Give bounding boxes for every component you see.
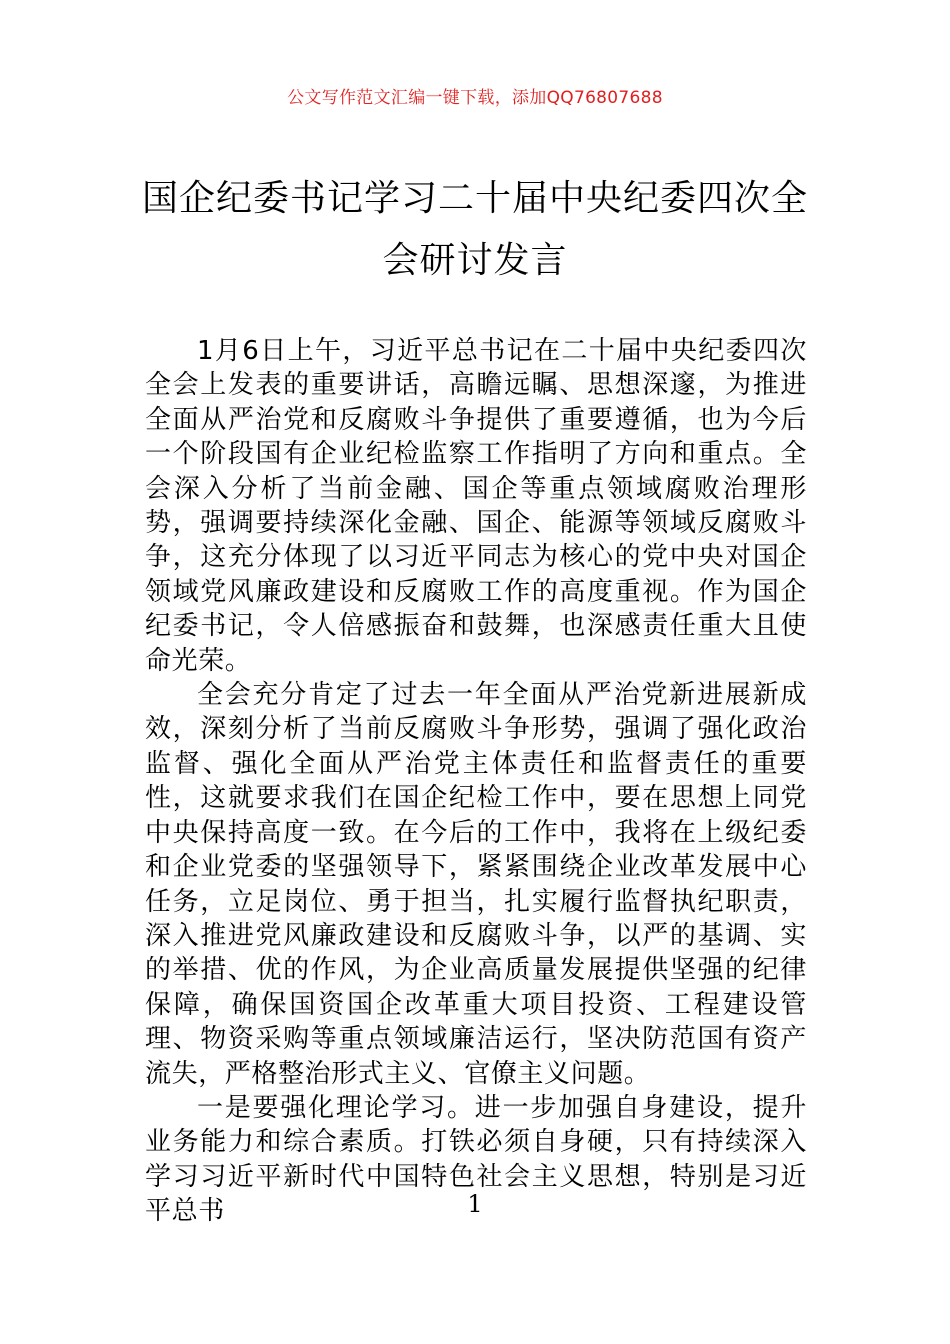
page-number: 1	[467, 1190, 483, 1218]
paragraph-1: 1月6日上午，习近平总书记在二十届中央纪委四次全会上发表的重要讲话，高瞻远瞩、思想深邃，为推进全面从严治党和反腐败斗争提供了重要遵循，也为今后一个阶段国有企业纪检监察工作指明了方向和重点。全会深入分析了当前金融、国企等重点领域腐败治理形势，强调要持续深化金融、国企、能源等领域反腐败斗争，这充分体现了以习近平同志为核心的党中央对国企领域党风廉政建设和反腐败工作的高度重视。作为国企纪委书记，令人倍感振奋和鼓舞，也深感责任重大且使命光荣。	[145, 336, 807, 676]
title-line-2: 会研讨发言	[382, 240, 568, 281]
paragraph-2: 全会充分肯定了过去一年全面从严治党新进展新成效，深刻分析了当前反腐败斗争形势，强调了强化政治监督、强化全面从严治党主体责任和监督责任的重要性，这就要求我们在国企纪检工作中，要在思想上同党中央保持高度一致。在今后的工作中，我将在上级纪委和企业党委的坚强领导下，紧紧围绕企业改革发展中心任务，立足岗位、勇于担当，扎实履行监督执纪职责，深入推进党风廉政建设和反腐败斗争，以严的基调、实的举措、优的作风，为企业高质量发展提供坚强的纪律保障，确保国资国企改革重大项目投资、工程建设管理、物资采购等重点领域廉洁运行，坚决防范国有资产流失，严格整治形式主义、官僚主义问题。	[145, 680, 807, 1089]
document-body	[145, 334, 807, 1229]
download-promo-note: 公文写作范文汇编一键下载，添加QQ76807688	[287, 88, 663, 108]
title-line-1: 国企纪委书记学习二十届中央纪委四次全	[141, 178, 808, 219]
paragraph-3: 一是要强化理论学习。进一步加强自身建设，提升业务能力和综合素质。打铁必须自身硬，只有持续深入学习习近平新时代中国特色社会主义思想，特别是习近平总书	[145, 1092, 807, 1227]
document-title	[140, 168, 810, 292]
